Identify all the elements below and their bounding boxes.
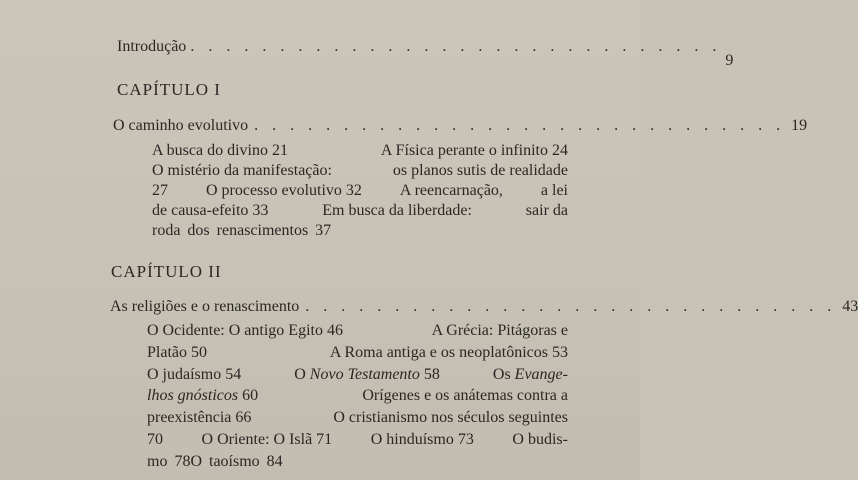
introduction-page-number: 9 xyxy=(725,52,734,69)
book-title-italic: Evange- xyxy=(514,366,568,383)
leader-dots: . . . . . . . . . . . . . . . . . . . . . . . . . . . . . . xyxy=(190,38,722,55)
toc-line xyxy=(147,344,568,362)
toc-line xyxy=(147,431,568,449)
topic-entry: preexistência 66 xyxy=(147,409,252,426)
page-number: 58 xyxy=(419,366,440,383)
topic-entry: O hinduísmo 73 xyxy=(370,431,474,448)
topic-entry: Em busca da liberdade: xyxy=(322,202,472,219)
toc-line xyxy=(152,182,568,200)
toc-entry-chapter-1-section xyxy=(113,117,808,135)
topic-entry-with-title xyxy=(147,387,258,405)
toc-line xyxy=(152,162,568,180)
toc-line xyxy=(152,142,568,160)
topic-entry: O taoísmo 84 xyxy=(190,453,283,470)
introduction-label: Introdução xyxy=(117,38,187,55)
section-label: O caminho evolutivo xyxy=(113,117,249,134)
toc-entry-chapter-2-section xyxy=(110,298,858,316)
toc-line xyxy=(147,387,568,405)
topic-entry: A busca do divino 21 xyxy=(152,142,288,159)
topic-entry: O Oriente: O Islã 71 xyxy=(201,431,333,448)
topic-entry-with-title xyxy=(294,366,440,384)
topic-entry: A Roma antiga e os neoplatônicos 53 xyxy=(329,344,568,361)
topic-entry: Orígenes e os anátemas contra a xyxy=(362,387,568,404)
topic-entry: A Física perante o infinito 24 xyxy=(380,142,568,159)
topic-entry: sair da xyxy=(525,202,568,219)
chapter-1-title: CAPÍTULO I xyxy=(117,80,221,99)
leader-dots: . . . . . . . . . . . . . . . . . . . . . . . . . . . . . . xyxy=(254,117,786,134)
topic-entry: O judaísmo 54 xyxy=(147,366,242,383)
chapter-2-title: CAPÍTULO II xyxy=(111,262,222,281)
toc-line xyxy=(152,222,568,240)
topic-entry: O processo evolutivo 32 xyxy=(205,182,362,199)
topic-entry: de causa-efeito 33 xyxy=(152,202,269,219)
toc-line xyxy=(147,453,568,471)
topic-entry: O cristianismo nos séculos seguintes xyxy=(333,409,568,426)
leader-dots: . . . . . . . . . . . . . . . . . . . . . . . . . . . . . . xyxy=(305,298,837,315)
topic-entry: A reencarnação, xyxy=(399,182,503,199)
toc-entry-introduction xyxy=(117,38,734,69)
topic-entry-with-title xyxy=(493,366,568,384)
toc-line xyxy=(147,366,568,384)
topic-entry: Platão 50 xyxy=(147,344,207,361)
topic-entry: Os xyxy=(492,366,515,383)
topic-entry: O xyxy=(294,366,310,383)
topic-entry: a lei xyxy=(540,182,568,199)
toc-line xyxy=(152,202,568,220)
toc-line xyxy=(147,322,568,340)
topic-entry: os planos sutis de realidade xyxy=(392,162,568,179)
book-title-italic: lhos gnósticos xyxy=(147,387,239,404)
section-page-number: 19 xyxy=(791,117,808,134)
topic-entry: roda dos renascimentos 37 xyxy=(152,222,332,239)
book-title-italic: Novo Testamento xyxy=(309,366,420,383)
topic-entry: O Ocidente: O antigo Egito 46 xyxy=(147,322,343,339)
section-page-number: 43 xyxy=(842,298,858,315)
topic-entry: 27 xyxy=(152,182,168,199)
topic-entry: mo 78 xyxy=(147,453,191,470)
topic-entry: O budis- xyxy=(512,431,568,448)
topic-entry: 70 xyxy=(147,431,163,448)
section-label: As religiões e o renascimento xyxy=(110,298,300,315)
page-number: 60 xyxy=(238,387,259,404)
topic-entry: O mistério da manifestação: xyxy=(152,162,332,179)
topic-entry: A Grécia: Pitágoras e xyxy=(431,322,568,339)
toc-line xyxy=(147,409,568,427)
